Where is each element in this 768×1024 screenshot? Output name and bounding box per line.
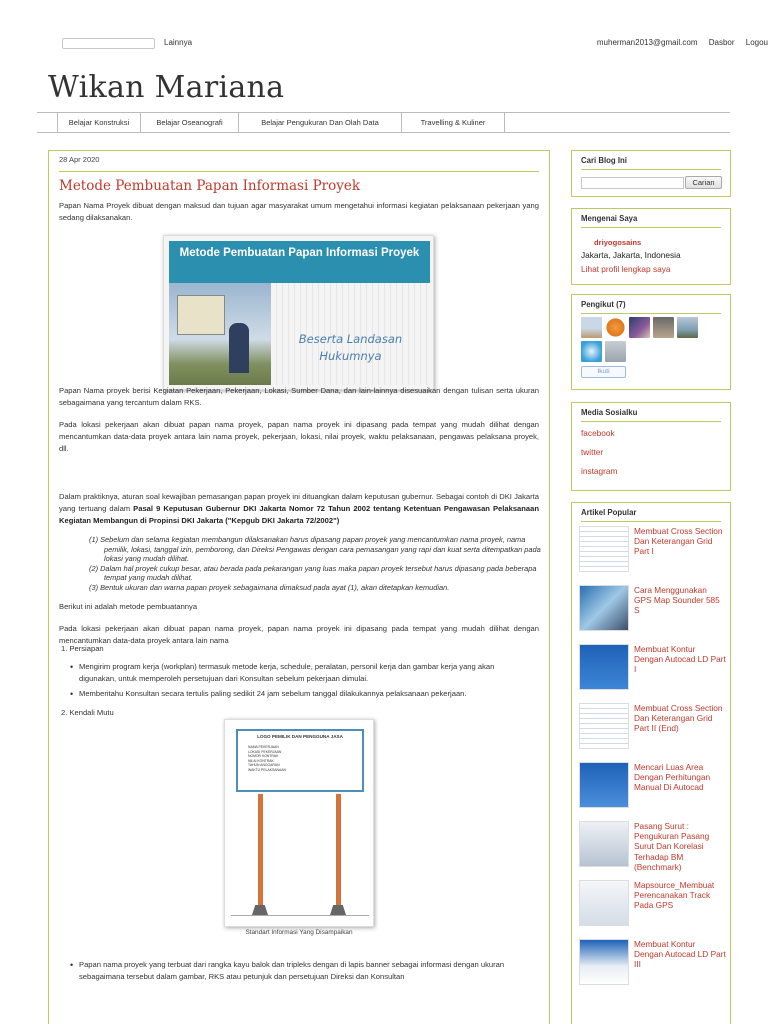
signboard-field: NILAI KONTRAK: [248, 758, 274, 763]
profile-location: Jakarta, Jakarta, Indonesia: [581, 250, 681, 260]
account-email[interactable]: muherman2013@gmail.com: [596, 38, 698, 47]
post-banner-image[interactable]: [163, 235, 434, 390]
widget-title: Media Sosialku: [581, 408, 638, 417]
tab-belajar-pengukuran[interactable]: Belajar Pengukuran Dan Olah Data: [238, 113, 401, 132]
tab-travelling-kuliner[interactable]: Travelling & Kuliner: [401, 113, 505, 132]
followers-widget: [571, 294, 731, 390]
post-intro: Papan Nama Proyek dibuat dengan maksud dan tujuan agar masyarakat umum mengetahui informasi kegiatan pelaksanaan pekerjaan yang sedang dilaksanakan.: [59, 201, 539, 222]
widget-title: Cari Blog Ini: [581, 156, 627, 165]
list-item: [67, 688, 527, 700]
search-button[interactable]: Carian: [685, 176, 722, 189]
bullet-dot: •: [70, 689, 74, 699]
page-tabs: [37, 112, 730, 133]
instagram-link[interactable]: instagram: [581, 466, 618, 476]
popular-post-item[interactable]: [579, 703, 729, 763]
signboard-field: NOMOR KONTRAK: [248, 754, 279, 759]
post-thumbnail[interactable]: [579, 762, 629, 808]
post-title[interactable]: Metode Pembuatan Papan Informasi Proyek: [59, 178, 361, 194]
regulation-quote: [89, 535, 541, 593]
blog-search-input[interactable]: [581, 177, 684, 189]
follower-avatar[interactable]: [581, 341, 602, 362]
post-thumbnail[interactable]: [579, 644, 629, 690]
post-paragraph: Berikut ini adalah metode pembuatannya: [59, 602, 198, 611]
paragraph-text: Dalam praktiknya, aturan soal kewajiban pemasangan papan proyek ini dituangkan dalam keputusan gubernur. Sebagai contoh di DKI Jakarta yang tertuang dalam: [59, 492, 539, 513]
widget-title: Pengikut (7): [581, 300, 626, 309]
signboard-field: TAHUN ANGGARAN: [248, 763, 280, 768]
step-heading: 2. Kendali Mutu: [61, 708, 114, 717]
list-item: [67, 661, 527, 685]
list-item-text: Mengirim program kerja (workplan) termasuk metode kerja, schedule, peralatan, personil kerja dan gambar kerja yang akan digunakan, untuk memperoleh persetujuan dari Konsultan sebelum pekerjaan dimulai.: [79, 662, 495, 683]
signboard-field: WAKTU PELAKSANAAN: [248, 767, 286, 772]
signboard-panel: [236, 729, 364, 792]
post-paragraph: Pada lokasi pekerjaan akan dibuat papan nama proyek, papan nama proyek ini dipasang pada tempat yang mudah dilihat dengan mencantumkan data-data proyek antara lain nama proyek, pekerjaan, lokasi, nilai proyek, waktu pelaksanaan, pengawas pelaksana proyek, dll.: [59, 420, 539, 453]
photo-sign-board: [177, 295, 225, 335]
follower-avatar[interactable]: [677, 317, 698, 338]
twitter-link[interactable]: twitter: [581, 447, 604, 457]
list-item-text: Memberitahu Konsultan secara tertulis paling sedikit 24 jam sebelum tanggal dilakukannya pelaksanaan pekerjaan.: [79, 689, 467, 698]
regulation-reference: Pasal 9 Keputusan Gubernur DKI Jakarta Nomor 72 Tahun 2002 tentang Ketentuan Pengawasan Pelaksanaan Kegiatan Membangun di Propinsi DKI Jakarta ("Kepgub DKI Jakarta 72/2002"): [59, 504, 540, 525]
ground-line: [231, 915, 369, 916]
popular-post-title[interactable]: Membuat Kontur Dengan Autocad LD Part I: [634, 644, 726, 675]
divider: [581, 421, 721, 422]
post-thumbnail[interactable]: [579, 526, 629, 572]
popular-post-item[interactable]: [579, 585, 729, 645]
quote-item: (1) Sebelum dan selama kegiatan membangun dilaksanakan harus dipasang papan proyek yang mencantumkan nama proyek, nama pemilik, lokasi, tanggal izin, pemborong, dan Direksi Pengawas dengan cara pemasangan yang rapi dan kuat serta ditempatkan pada lokasi yang mudah dilihat.: [89, 535, 541, 564]
bullet-dot: •: [70, 662, 74, 672]
divider: [59, 171, 539, 172]
divider: [581, 227, 721, 228]
signboard-foot-right: [330, 905, 346, 915]
more-link[interactable]: Lainnya: [164, 38, 193, 47]
follower-avatar[interactable]: [653, 317, 674, 338]
divider: [581, 313, 721, 314]
full-profile-link[interactable]: Lihat profil lengkap saya: [581, 264, 671, 274]
signboard-pole-right: [336, 794, 341, 906]
bullet-dot: •: [70, 960, 74, 970]
follow-button[interactable]: Ikuti: [581, 366, 626, 378]
follower-avatar[interactable]: [629, 317, 650, 338]
quote-item: (2) Dalam hal proyek cukup besar, atau berada pada pekarangan yang luas maka papan proyek tersebut harus dipasang pada beberapa tempat yang mudah dilihat.: [89, 563, 537, 583]
top-navbar: [0, 32, 768, 54]
post-date: 28 Apr 2020: [59, 155, 100, 164]
post-thumbnail[interactable]: [579, 939, 629, 985]
signboard-fields: [248, 745, 286, 773]
post-container: [48, 150, 550, 1024]
profile-name-link[interactable]: driyogosains: [594, 238, 642, 247]
popular-post-item[interactable]: [579, 939, 729, 999]
signboard-pole-left: [258, 794, 263, 906]
popular-post-item[interactable]: [579, 762, 729, 822]
divider: [581, 521, 721, 522]
signboard-foot-left: [252, 905, 268, 915]
popular-post-item[interactable]: [579, 644, 729, 704]
popular-post-title[interactable]: Pasang Surut : Pengukuran Pasang Surut Dan Korelasi Terhadap BM (Benchmark): [634, 821, 710, 872]
popular-post-item[interactable]: [579, 526, 729, 586]
signboard-diagram-image[interactable]: [224, 719, 374, 927]
image-caption: Standart Informasi Yang Disampaikan: [245, 929, 353, 936]
post-thumbnail[interactable]: [579, 585, 629, 631]
popular-post-title[interactable]: Cara Menggunakan GPS Map Sounder 585 S: [634, 585, 720, 616]
popular-posts-widget: [571, 502, 731, 1024]
popular-post-title[interactable]: Mencari Luas Area Dengan Perhitungan Manual Di Autocad: [634, 762, 711, 793]
about-widget: [571, 208, 731, 285]
navbar-account: [588, 38, 768, 47]
signboard-title: LOGO PEMILIK DAN PENGGUNA JASA: [257, 734, 343, 739]
logout-link[interactable]: Logou: [745, 38, 768, 47]
popular-post-title[interactable]: Membuat Cross Section Dan Keterangan Grid Part II (End): [634, 703, 723, 734]
dashboard-link[interactable]: Dasbor: [708, 38, 735, 47]
follower-avatar[interactable]: [605, 317, 626, 338]
banner-subtitle: Beserta Landasan Hukumnya: [298, 332, 403, 363]
widget-title: Mengenai Saya: [581, 214, 638, 223]
signboard-field: NAMA PEKERJAAN: [248, 745, 279, 749]
blog-title[interactable]: Wikan Mariana: [48, 70, 285, 105]
quote-item: (3) Bentuk ukuran dan warna papan proyek sebagaimana dimaksud pada ayat (1), akan ditetapkan kemudian.: [89, 582, 450, 592]
divider: [581, 169, 721, 170]
facebook-link[interactable]: facebook: [581, 428, 615, 438]
follower-avatar[interactable]: [581, 317, 602, 338]
search-widget: [571, 150, 731, 197]
post-thumbnail[interactable]: [579, 880, 629, 926]
popular-post-title[interactable]: Mapsource_Membuat Perencanakan Track Pada GPS: [634, 880, 715, 911]
post-paragraph: Papan Nama proyek berisi Kegiatan Pekerjaan, Pekerjaan, Lokasi, Sumber Dana, dan lain-lainnya disesuaikan dengan tulisan serta ukuran sebagaimana yang tercantum dalam RKS.: [59, 386, 539, 407]
popular-post-item[interactable]: [579, 880, 729, 940]
step-heading: 1. Persiapan: [61, 644, 104, 653]
popular-post-item[interactable]: [579, 821, 729, 881]
widget-title: Artikel Popular: [581, 508, 637, 517]
signboard-field: LOKASI PEKERJAAN: [248, 749, 282, 754]
popular-post-title[interactable]: Membuat Kontur Dengan Autocad LD Part III: [634, 939, 726, 970]
post-paragraph: [59, 491, 539, 527]
photo-person: [229, 323, 249, 373]
tab-belajar-oseanografi[interactable]: Belajar Oseanografi: [140, 113, 238, 132]
navbar-search-input[interactable]: [62, 38, 155, 49]
list-item-text: Papan nama proyek yang terbuat dari rangka kayu balok dan tripleks dengan di lapis banner sebagai informasi dengan ukuran sebagaimana tersebut dalam gambar, RKS atau petunjuk dan persetujuan Direksi dan Konsultan: [79, 960, 505, 981]
site-sign-photo: [169, 283, 271, 385]
list-item: [67, 959, 527, 983]
banner-title: Metode Pembuatan Papan Informasi Proyek: [179, 247, 420, 259]
social-media-widget: [571, 402, 731, 491]
post-paragraph: Pada lokasi pekerjaan akan dibuat papan nama proyek, papan nama proyek ini dipasang pada tempat yang mudah dilihat dengan mencantumkan data-data proyek antara lain nama: [59, 624, 539, 645]
popular-post-title[interactable]: Membuat Cross Section Dan Keterangan Grid Part I: [634, 526, 723, 557]
tab-belajar-konstruksi[interactable]: Belajar Konstruksi: [57, 113, 140, 132]
follower-avatar[interactable]: [605, 341, 626, 362]
post-thumbnail[interactable]: [579, 703, 629, 749]
post-thumbnail[interactable]: [579, 821, 629, 867]
